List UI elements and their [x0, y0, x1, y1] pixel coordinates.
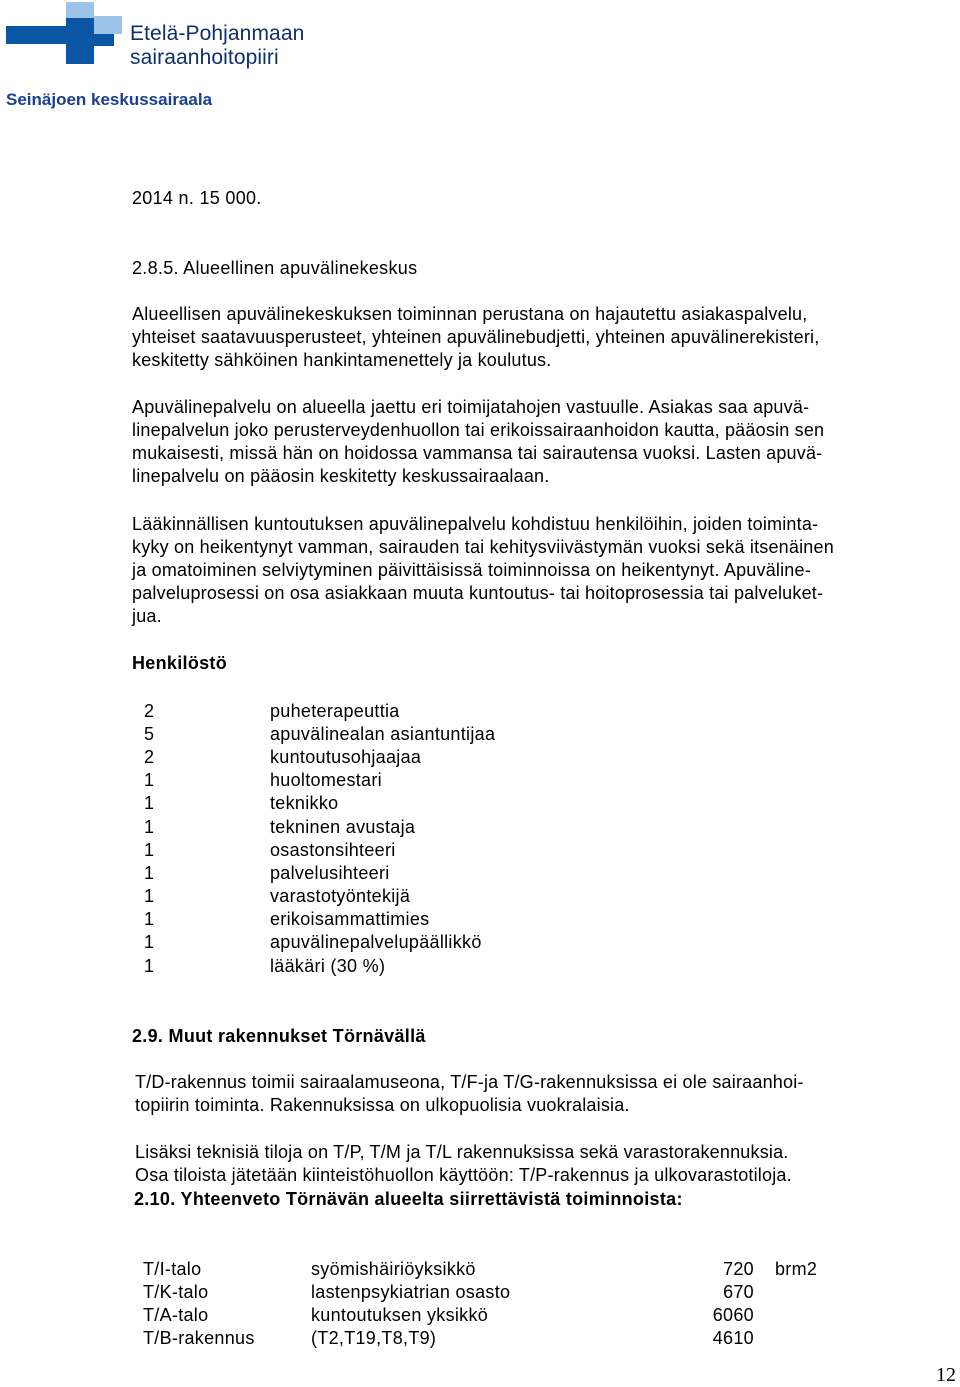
section-heading-2-9: 2.9. Muut rakennukset Törnävällä	[132, 1026, 426, 1046]
staff-title: huoltomestari	[270, 770, 382, 790]
staff-count: 1	[144, 886, 155, 906]
table-cell-building: T/A-talo	[143, 1305, 209, 1325]
table-cell-building: T/I-talo	[143, 1259, 202, 1279]
staff-title: teknikko	[270, 793, 339, 813]
table-cell-unit: lastenpsykiatrian osasto	[311, 1282, 511, 1302]
paragraph-line: mukaisesti, missä hän on hoidossa vammansa tai sairautensa vuoksi. Lasten apuvä-	[132, 443, 823, 463]
paragraph-line: Apuvälinepalvelu on alueella jaettu eri toimijatahojen vastuulle. Asiakas saa apuvä-	[132, 397, 810, 417]
paragraph-line: Lisäksi teknisiä tiloja on T/P, T/M ja T/L rakennuksissa sekä varastorakennuksia.	[135, 1142, 789, 1162]
paragraph-4	[135, 1071, 960, 1117]
table-cell-unit: syömishäiriöyksikkö	[311, 1259, 476, 1279]
paragraph-line: Osa tiloista jätetään kiinteistöhuollon käyttöön: T/P-rakennus ja ulkovarastotiloja.	[135, 1165, 792, 1185]
staff-title: tekninen avustaja	[270, 817, 416, 837]
staff-title: kuntoutusohjaajaa	[270, 747, 422, 767]
section-heading-2-8-5: 2.8.5. Alueellinen apuvälinekeskus	[132, 258, 418, 278]
district-logo-cross-icon	[6, 2, 122, 64]
table-cell-unit: (T2,T19,T8,T9)	[311, 1328, 437, 1348]
paragraph-1	[132, 303, 958, 372]
staff-count: 1	[144, 840, 155, 860]
intro-line: 2014 n. 15 000.	[132, 188, 262, 208]
staff-count: 1	[144, 770, 155, 790]
paragraph-line: topiirin toiminta. Rakennuksissa on ulkopuolisia vuokralaisia.	[135, 1095, 630, 1115]
paragraph-line: keskitetty sähköinen hankintamenettely ja koulutus.	[132, 350, 552, 370]
district-logo-text	[130, 22, 304, 70]
staff-title: erikoisammattimies	[270, 909, 430, 929]
hospital-name: Seinäjoen keskussairaala	[6, 90, 213, 109]
paragraph-line: kyky on heikentynyt vamman, sairauden tai kehitysviivästymän vuoksi sekä itsenäinen	[132, 537, 834, 557]
paragraph-line: yhteiset saatavuusperusteet, yhteinen apuvälinebudjetti, yhteinen apuvälinerekisteri,	[132, 327, 820, 347]
paragraph-line: T/D-rakennus toimii sairaalamuseona, T/F-ja T/G-rakennuksissa ei ole sairaanhoi-	[135, 1072, 804, 1092]
table-cell-building: T/K-talo	[143, 1282, 209, 1302]
table-cell-area: 6060	[712, 1305, 754, 1325]
table-cell-area: 670	[723, 1282, 754, 1302]
staff-count: 1	[144, 932, 155, 952]
staff-title: apuvälinealan asiantuntijaa	[270, 724, 496, 744]
paragraph-line: ja omatoiminen selviytyminen päivittäisissä toiminnoissa on heikentynyt. Apuväline-	[132, 560, 811, 580]
table-cell-unit: kuntoutuksen yksikkö	[311, 1305, 489, 1325]
page-number: 12	[936, 1364, 956, 1386]
paragraph-line: jua.	[132, 606, 162, 626]
staff-heading: Henkilöstö	[132, 653, 228, 673]
paragraph-line: linepalvelun joko perusterveydenhuollon tai erikoissairaanhoidon kautta, pääosin sen	[132, 420, 825, 440]
paragraph-3	[132, 513, 958, 628]
paragraph-line: palveluprosessi on osa asiakkaan muuta kuntoutus- tai hoitoprosessia tai palveluket-	[132, 583, 824, 603]
staff-count: 5	[144, 724, 155, 744]
paragraph-5	[135, 1141, 960, 1187]
section-heading-2-10: 2.10. Yhteenveto Törnävän alueelta siirrettävistä toiminnoista:	[134, 1189, 683, 1209]
paragraph-line: linepalvelu on pääosin keskitetty keskussairaalaan.	[132, 466, 550, 486]
table-cell-area: 4610	[712, 1328, 754, 1348]
logo-line-2: sairaanhoitopiiri	[130, 46, 279, 69]
staff-count: 1	[144, 956, 155, 976]
staff-count: 2	[144, 701, 155, 721]
staff-title: lääkäri (30 %)	[270, 956, 386, 976]
paragraph-line: Lääkinnällisen kuntoutuksen apuvälinepalvelu kohdistuu henkilöihin, joiden toiminta-	[132, 514, 819, 534]
staff-title: apuvälinepalvelupäällikkö	[270, 932, 482, 952]
table-cell-area: 720	[723, 1259, 754, 1279]
staff-count: 1	[144, 817, 155, 837]
staff-title: puheterapeuttia	[270, 701, 400, 721]
staff-title: osastonsihteeri	[270, 840, 396, 860]
staff-title: varastotyöntekijä	[270, 886, 411, 906]
logo-line-1: Etelä-Pohjanmaan	[130, 22, 305, 45]
table-cell-area-unit: brm2	[775, 1259, 818, 1279]
table-cell-building: T/B-rakennus	[143, 1328, 255, 1348]
paragraph-line: Alueellisen apuvälinekeskuksen toiminnan perustana on hajautettu asiakaspalvelu,	[132, 304, 808, 324]
staff-count: 1	[144, 793, 155, 813]
staff-count: 1	[144, 863, 155, 883]
paragraph-2	[132, 396, 958, 488]
staff-count: 2	[144, 747, 155, 767]
staff-count: 1	[144, 909, 155, 929]
staff-title: palvelusihteeri	[270, 863, 390, 883]
